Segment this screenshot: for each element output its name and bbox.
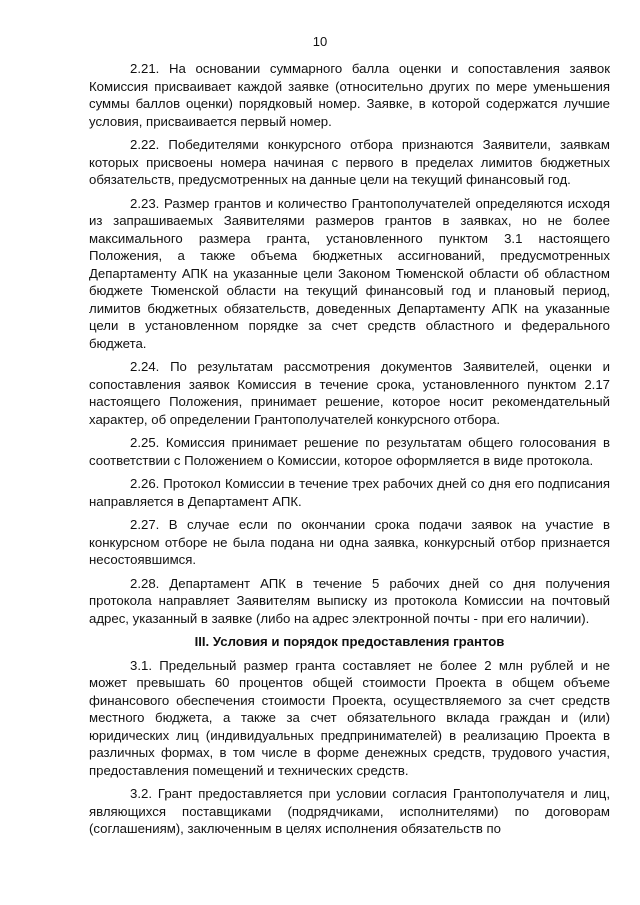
paragraph-3-2: 3.2. Грант предоставляется при условии согласия Грантополучателя и лиц, являющихся поставщиками (подрядчиками, исполнителями) по договорам (соглашениям), заключенным в целях исполнения обязательств по — [89, 786, 610, 836]
paragraph-2-22: 2.22. Победителями конкурсного отбора признаются Заявители, заявкам которых присвоены номера начиная с первого в пределах лимитов бюджетных обязательств, предусмотренных на данные цели на текущий финансовый год. — [89, 137, 610, 187]
paragraph-2-26: 2.26. Протокол Комиссии в течение трех рабочих дней со дня его подписания направляется в Департамент АПК. — [89, 476, 610, 509]
page-number: 10 — [312, 34, 328, 49]
paragraph-2-24: 2.24. По результатам рассмотрения документов Заявителей, оценки и сопоставления заявок Комиссия в течение срока, установленного пунктом 2.17 настоящего Положения, принимает решение, которое носит рекомендательный характер, об определении Грантополучателей конкурсного отбора. — [89, 359, 610, 427]
paragraph-2-21: 2.21. На основании суммарного балла оценки и сопоставления заявок Комиссия присваивает каждой заявке (относительно других по мере уменьшения суммы баллов оценки) порядковый номер. Заявке, в которой содержатся лучшие условия, присваивается первый номер. — [89, 61, 610, 129]
document-body — [89, 60, 610, 844]
paragraph-2-28: 2.28. Департамент АПК в течение 5 рабочих дней со дня получения протокола направляет Заявителям выписку из протокола Комиссии на почтовый адрес, указанный в заявке (либо на адрес электронной почты - при его наличии). — [89, 575, 610, 626]
paragraph-2-25: 2.25. Комиссия принимает решение по результатам общего голосования в соответствии с Положением о Комиссии, которое оформляется в виде протокола. — [89, 435, 610, 468]
paragraph-2-23: 2.23. Размер грантов и количество Грантополучателей определяются исходя из запрашиваемых Заявителями размеров грантов в заявках, но не более максимального размера гранта, установленного пунктом 3.1 настоящего Положения, а также объема бюджетных ассигнований, предусмотренных Департаменту АПК на указанные цели Законом Тюменской области об областном бюджете Тюменской области на текущий финансовый год и плановый период, лимитов бюджетных обязательств, доведенных Департаменту АПК на указанные цели в установленном порядке за счет средств областного и федерального бюджета. — [89, 195, 610, 351]
paragraph-2-27: 2.27. В случае если по окончании срока подачи заявок на участие в конкурсном отборе не была подана ни одна заявка, конкурсный отбор признается несостоявшимся. — [89, 517, 610, 567]
paragraph-3-1: 3.1. Предельный размер гранта составляет не более 2 млн рублей и не может превышать 60 процентов общей стоимости Проекта в общем объеме финансового обеспечения стоимости Проекта, осуществляемого за счет средств местного бюджета, а также за счет обязательного вклада граждан и (или) юридических лиц (индивидуальных предпринимателей) в реализацию Проекта в различных формах, в том числе в форме денежных средств, трудового участия, предоставления помещений и технических средств. — [89, 657, 610, 778]
section-heading: III. Условия и порядок предоставления грантов — [194, 634, 505, 649]
